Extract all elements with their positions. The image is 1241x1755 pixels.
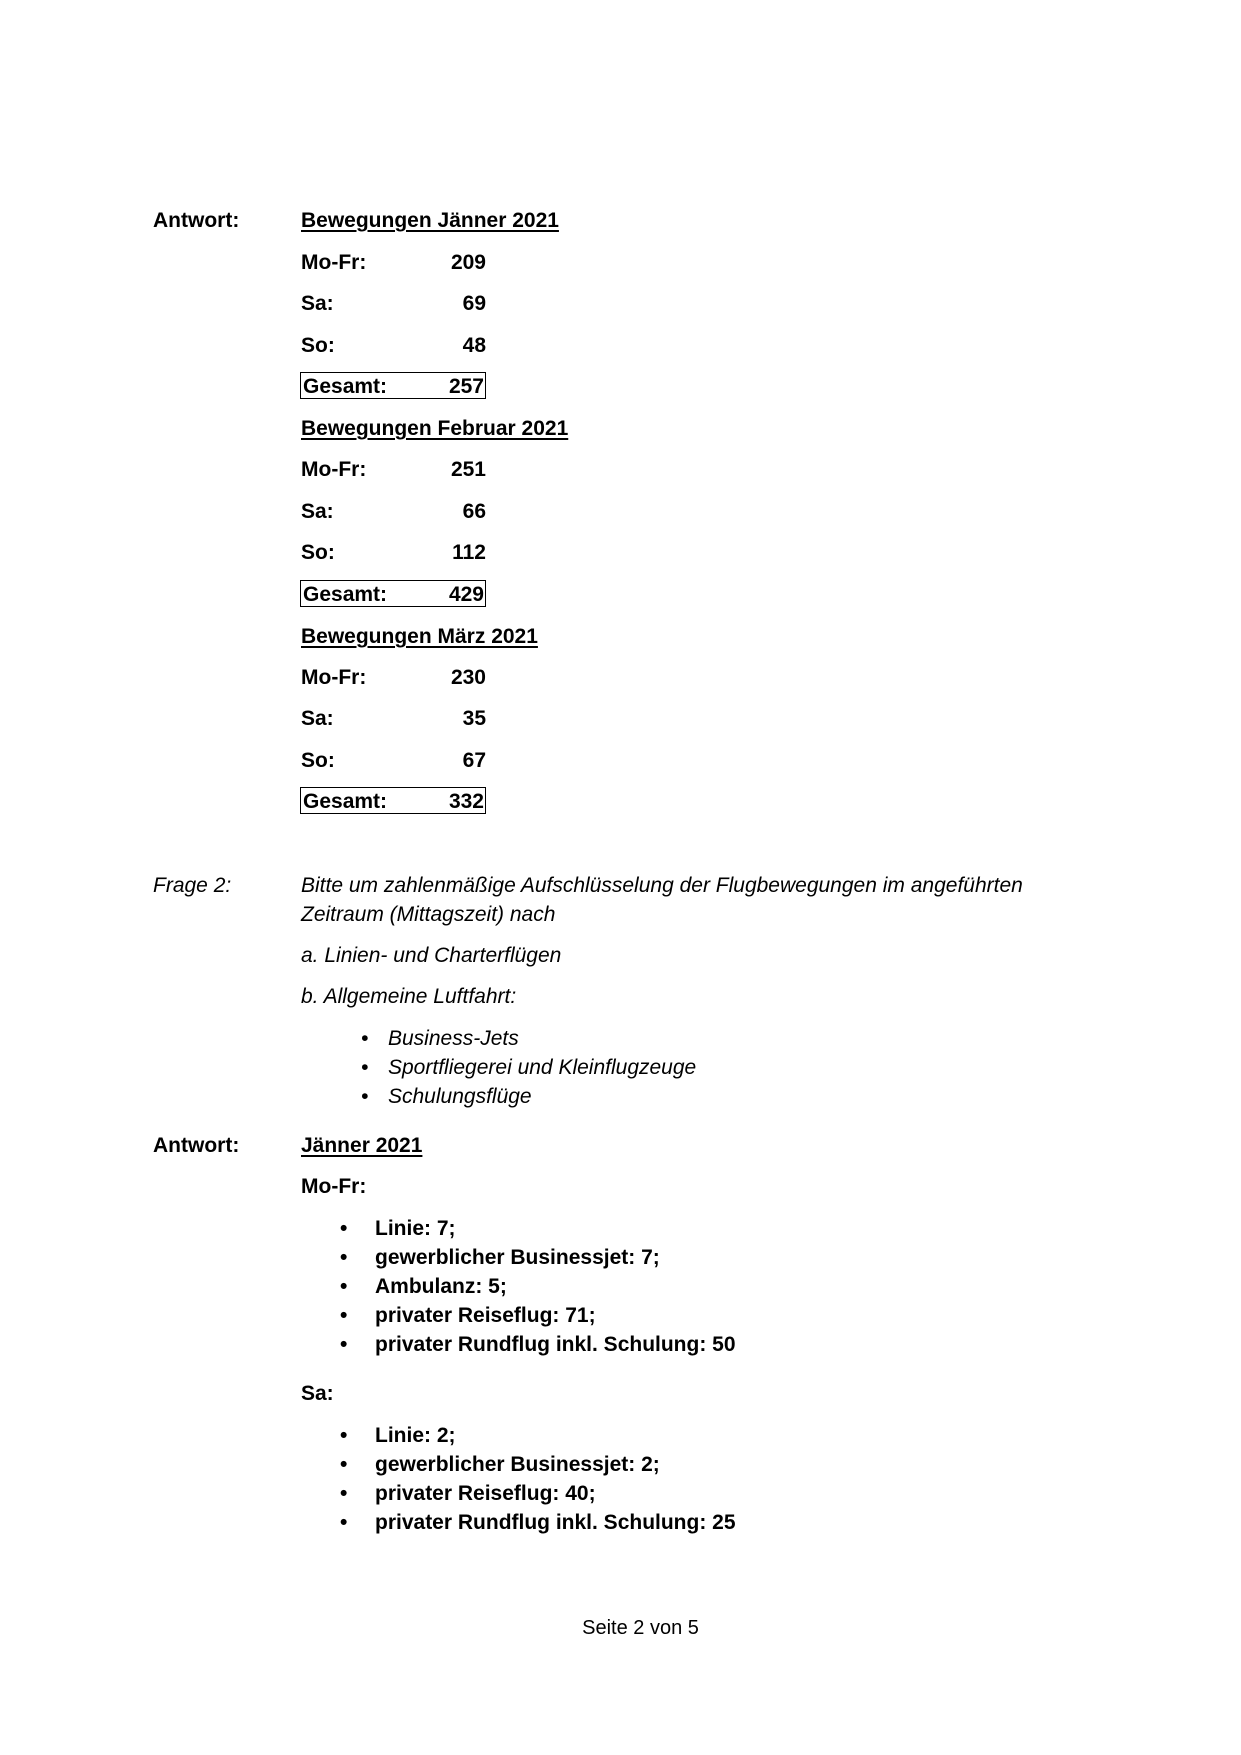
row-value: 230 (450, 666, 486, 689)
question-item-b: b. Allgemeine Luftfahrt: (301, 985, 517, 1008)
total-value: 257 (448, 375, 484, 398)
month-heading-feb: Bewegungen Februar 2021 (301, 417, 569, 440)
answer2-heading: Jänner 2021 (301, 1134, 423, 1157)
row-label: Sa: (301, 292, 334, 315)
row-label: Mo-Fr: (301, 458, 367, 481)
total-box-jan (300, 372, 486, 399)
total-value: 332 (448, 790, 484, 813)
row-label: So: (301, 541, 335, 564)
total-label: Gesamt: (303, 790, 388, 813)
question-item-a: a. Linien- und Charterflügen (301, 944, 562, 967)
row-label: Sa: (301, 707, 334, 730)
month-heading-jan: Bewegungen Jänner 2021 (301, 209, 559, 232)
total-box-feb (300, 580, 486, 607)
row-label: Mo-Fr: (301, 251, 367, 274)
row-label: So: (301, 749, 335, 772)
sa-label: Sa: (301, 1382, 334, 1405)
row-value: 69 (462, 292, 486, 315)
total-label: Gesamt: (303, 583, 388, 606)
row-value: 67 (462, 749, 486, 772)
question-text-line1: Bitte um zahlenmäßige Aufschlüsselung der Flugbewegungen im angeführten (301, 874, 1023, 897)
row-value: 48 (462, 334, 486, 357)
row-value: 209 (450, 251, 486, 274)
answer-label-1: Antwort: (153, 209, 240, 232)
row-value: 112 (452, 541, 486, 564)
total-value: 429 (448, 583, 484, 606)
question-label: Frage 2: (153, 874, 232, 897)
page-footer: Seite 2 von 5 (582, 1617, 699, 1639)
month-heading-mar: Bewegungen März 2021 (301, 625, 538, 648)
mofr-label: Mo-Fr: (301, 1175, 367, 1198)
row-value: 35 (462, 707, 486, 730)
total-label: Gesamt: (303, 375, 388, 398)
answer-label-2: Antwort: (153, 1134, 240, 1157)
row-value: 251 (450, 458, 486, 481)
row-label: Mo-Fr: (301, 666, 367, 689)
row-label: So: (301, 334, 335, 357)
row-label: Sa: (301, 500, 334, 523)
total-box-mar (300, 787, 486, 814)
question-text-line2: Zeitraum (Mittagszeit) nach (301, 903, 556, 926)
row-value: 66 (462, 500, 486, 523)
